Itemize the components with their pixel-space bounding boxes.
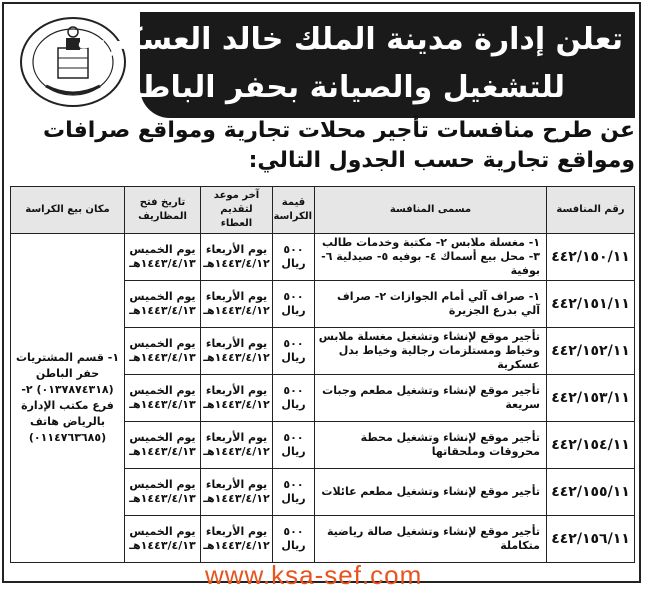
tender-price: ٥٠٠ ريال <box>273 422 315 469</box>
tender-deadline: يوم الأربعاء ١٤٤٣/٤/١٢هـ <box>201 234 273 281</box>
tender-name: تأجير موقع لإنشاء وتشغيل مطعم عائلات <box>315 469 547 516</box>
tender-number: ٤٤٢/١٥٦/١١ <box>547 516 635 563</box>
header-place: مكان بيع الكراسة <box>11 187 125 234</box>
tender-price: ٥٠٠ ريال <box>273 281 315 328</box>
tender-name: تأجير موقع لإنشاء وتشغيل محطة محروقات وملحقاتها <box>315 422 547 469</box>
tender-name: تأجير موقع لإنشاء وتشغيل مغسلة ملابس وخياط ومستلزمات رجالية وخياط بدل عسكرية <box>315 328 547 375</box>
tender-opening: يوم الخميس ١٤٤٣/٤/١٣هـ <box>125 516 201 563</box>
tender-number: ٤٤٢/١٥١/١١ <box>547 281 635 328</box>
header-name: مسمى المنافسة <box>315 187 547 234</box>
header-number: رقم المنافسة <box>547 187 635 234</box>
tender-number: ٤٤٢/١٥٥/١١ <box>547 469 635 516</box>
header-opening: تاريخ فتح المظاريف <box>125 187 201 234</box>
tender-deadline: يوم الأربعاء ١٤٤٣/٤/١٢هـ <box>201 469 273 516</box>
tender-number: ٤٤٢/١٥٣/١١ <box>547 375 635 422</box>
tenders-table <box>10 186 635 563</box>
sale-place: ١- قسم المشتريات حفر الباطن (٠١٣٧٨٧٤٣١٨) ٢- فرع مكتب الإدارة بالرياض هاتف (٠١١٤٧٦٣٦٨٥) <box>11 234 125 563</box>
tender-name: ١- صراف آلي أمام الجوازات ٢- صراف آلي بدرع الجزيرة <box>315 281 547 328</box>
tender-deadline: يوم الأربعاء ١٤٤٣/٤/١٢هـ <box>201 375 273 422</box>
tender-number: ٤٤٢/١٥٢/١١ <box>547 328 635 375</box>
tender-number: ٤٤٢/١٥٤/١١ <box>547 422 635 469</box>
title-line-2: للتشغيل والصيانة بحفر الباطن <box>115 70 565 105</box>
subtitle-line-1: عن طرح منافسات تأجير محلات تجارية ومواقع صرافات <box>42 118 635 143</box>
header-deadline: آخر موعد لتقديم العطاء <box>201 187 273 234</box>
tender-price: ٥٠٠ ريال <box>273 375 315 422</box>
title-banner <box>76 12 635 118</box>
tender-name: تأجير موقع لإنشاء وتشغيل صالة رياضية متكاملة <box>315 516 547 563</box>
tender-opening: يوم الخميس ١٤٤٣/٤/١٣هـ <box>125 281 201 328</box>
table-header-row <box>11 187 635 234</box>
tender-opening: يوم الخميس ١٤٤٣/٤/١٣هـ <box>125 328 201 375</box>
tender-opening: يوم الخميس ١٤٤٣/٤/١٣هـ <box>125 234 201 281</box>
tender-opening: يوم الخميس ١٤٤٣/٤/١٣هـ <box>125 375 201 422</box>
tender-deadline: يوم الأربعاء ١٤٤٣/٤/١٢هـ <box>201 422 273 469</box>
tender-price: ٥٠٠ ريال <box>273 328 315 375</box>
tender-deadline: يوم الأربعاء ١٤٤٣/٤/١٢هـ <box>201 328 273 375</box>
table-row <box>11 234 635 281</box>
tender-price: ٥٠٠ ريال <box>273 234 315 281</box>
tender-opening: يوم الخميس ١٤٤٣/٤/١٣هـ <box>125 422 201 469</box>
tender-number: ٤٤٢/١٥٠/١١ <box>547 234 635 281</box>
tender-deadline: يوم الأربعاء ١٤٤٣/٤/١٢هـ <box>201 281 273 328</box>
tender-opening: يوم الخميس ١٤٤٣/٤/١٣هـ <box>125 469 201 516</box>
watermark-url: www.ksa-sef.com <box>205 560 423 590</box>
tender-name: ١- مغسلة ملابس ٢- مكتبة وخدمات طالب ٣- محل بيع أسماك ٤- بوفيه ٥- صيدلية ٦- بوفية <box>315 234 547 281</box>
tender-price: ٥٠٠ ريال <box>273 469 315 516</box>
tender-price: ٥٠٠ ريال <box>273 516 315 563</box>
header-price: قيمة الكراسة <box>273 187 315 234</box>
title-line-1: تعلن إدارة مدينة الملك خالد العسكرية <box>76 22 623 57</box>
tender-name: تأجير موقع لإنشاء وتشغيل مطعم وجبات سريعة <box>315 375 547 422</box>
tender-deadline: يوم الأربعاء ١٤٤٣/٤/١٢هـ <box>201 516 273 563</box>
subtitle-line-2: ومواقع تجارية حسب الجدول التالي: <box>248 148 635 173</box>
